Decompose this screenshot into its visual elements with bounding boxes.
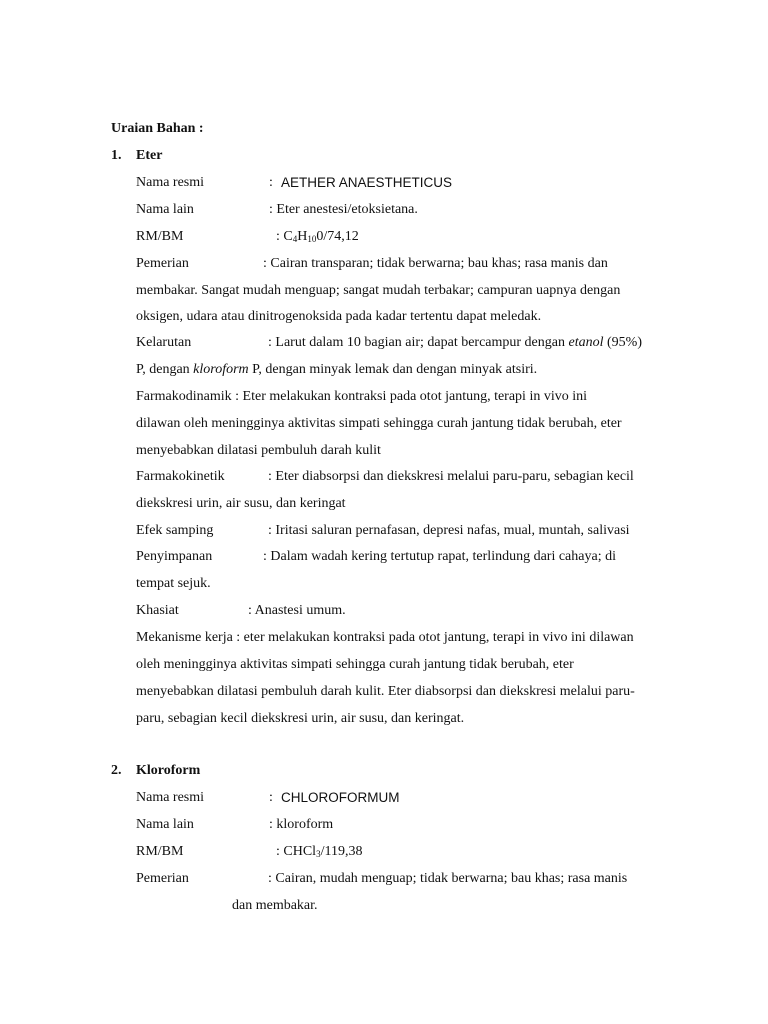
nama-lain-label: Nama lain: [136, 202, 194, 217]
penyimpanan-label: Penyimpanan: [136, 549, 213, 564]
khasiat-value: : Anastesi umum.: [248, 603, 346, 618]
pemerian-text: membakar. Sangat mudah menguap; sangat mudah terbakar; campuran uapnya dengan: [136, 283, 621, 298]
pemerian-text: : Cairan, mudah menguap; tidak berwarna; bau khas; rasa manis: [268, 871, 628, 886]
efek-samping-label: Efek samping: [136, 523, 214, 538]
nama-resmi-label: Nama resmi: [136, 175, 205, 190]
kelarutan-label: Kelarutan: [136, 335, 192, 350]
khasiat-label: Khasiat: [136, 603, 179, 618]
section-number: 2.: [111, 763, 122, 778]
pemerian-text: oksigen, udara atau dinitrogenoksida pada kadar tertentu dapat meledak.: [136, 309, 542, 324]
section-number: 1.: [111, 148, 122, 163]
rmbm-label: RM/BM: [136, 229, 184, 244]
efek-samping-value: : Iritasi saluran pernafasan, depresi nafas, mual, muntah, salivasi: [268, 523, 630, 538]
nama-lain-value: : kloroform: [269, 817, 334, 832]
rmbm-label: RM/BM: [136, 844, 184, 859]
document-heading: Uraian Bahan :: [111, 121, 204, 136]
penyimpanan-text: tempat sejuk.: [136, 576, 211, 591]
pemerian-text: dan membakar.: [232, 898, 318, 913]
nama-resmi-label: Nama resmi: [136, 790, 205, 805]
nama-resmi-value: AETHER ANAESTHETICUS: [281, 175, 453, 190]
farmakokinetik-label: Farmakokinetik: [136, 469, 225, 484]
mekanisme-text: oleh meningginya aktivitas simpati sehingga curah jantung tidak berubah, eter: [136, 657, 574, 672]
pemerian-text: : Cairan transparan; tidak berwarna; bau khas; rasa manis dan: [263, 256, 608, 271]
farmakodinamik-text: menyebabkan dilatasi pembuluh darah kulit: [136, 443, 381, 458]
mekanisme-text: menyebabkan dilatasi pembuluh darah kulit. Eter diabsorpsi dan diekskresi melalui paru-: [136, 684, 635, 699]
nama-lain-label: Nama lain: [136, 817, 194, 832]
pemerian-label: Pemerian: [136, 871, 189, 886]
nama-lain-value: : Eter anestesi/etoksietana.: [269, 202, 418, 217]
section-title: Eter: [136, 148, 163, 163]
rmbm-value: : CHCl$_3$/119,38: [276, 844, 363, 859]
nama-resmi-colon: :: [269, 790, 273, 805]
pemerian-label: Pemerian: [136, 256, 189, 271]
kelarutan-text: P, dengan kloroform P, dengan minyak lemak dan dengan minyak atsiri.: [136, 362, 538, 377]
nama-resmi-value: CHLOROFORMUM: [281, 790, 400, 805]
farmakodinamik-text: dilawan oleh meningginya aktivitas simpati sehingga curah jantung tidak berubah, eter: [136, 416, 622, 431]
farmakodinamik-text: Farmakodinamik : Eter melakukan kontraksi pada otot jantung, terapi in vivo ini: [136, 389, 588, 404]
kelarutan-text: : Larut dalam 10 bagian air; dapat bercampur dengan etanol (95%): [268, 335, 642, 350]
nama-resmi-colon: :: [269, 175, 273, 190]
farmakokinetik-text: : Eter diabsorpsi dan diekskresi melalui paru-paru, sebagian kecil: [268, 469, 634, 484]
penyimpanan-text: : Dalam wadah kering tertutup rapat, terlindung dari cahaya; di: [263, 549, 616, 564]
section-title: Kloroform: [136, 763, 201, 778]
mekanisme-text: paru, sebagian kecil diekskresi urin, air susu, dan keringat.: [136, 711, 465, 726]
mekanisme-text: Mekanisme kerja : eter melakukan kontraksi pada otot jantung, terapi in vivo ini dilawan: [136, 630, 634, 645]
rmbm-value: : $C_4H_{10}0/74,12$: [276, 229, 359, 244]
farmakokinetik-text: diekskresi urin, air susu, dan keringat: [136, 496, 346, 511]
